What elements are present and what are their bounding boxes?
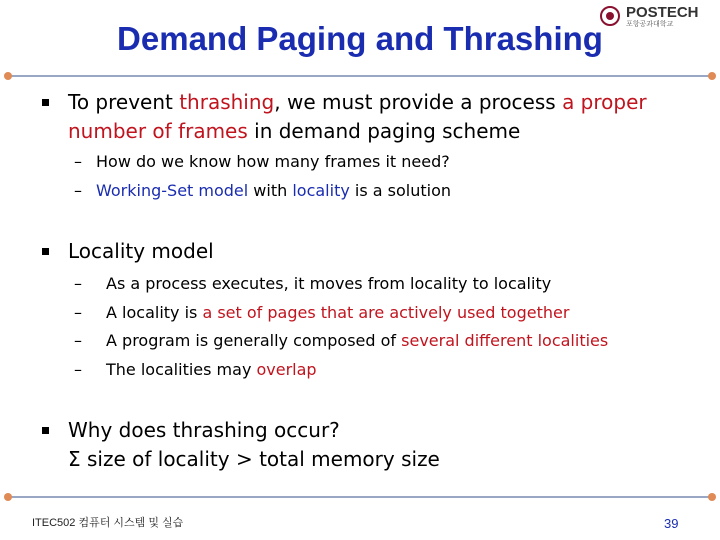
page-number: 39 <box>664 516 679 531</box>
dash-icon: – <box>74 331 82 350</box>
dash-icon: – <box>74 152 82 171</box>
bullet-line-2: number of frames in demand paging scheme <box>68 119 521 143</box>
divider-dot-icon <box>708 493 716 501</box>
bottom-divider <box>8 496 712 498</box>
sub-item-working-set: – Working-Set model with locality is a solution <box>74 181 452 200</box>
dash-icon: – <box>74 274 82 293</box>
locality-item-4: – The localities may overlap <box>74 360 317 379</box>
locality-item-3: – A program is generally composed of several different localities <box>74 331 609 350</box>
bullet-line-1: To prevent thrashing, we must provide a process a proper <box>68 90 647 114</box>
logo-name: POSTECH <box>626 4 699 21</box>
postech-emblem-icon <box>600 6 620 26</box>
dash-icon: – <box>74 360 82 379</box>
square-bullet-icon <box>42 99 49 106</box>
locality-item-1: – As a process executes, it moves from locality to locality <box>74 274 552 293</box>
dash-icon: – <box>74 303 82 322</box>
logo-subtitle: 포항공과대학교 <box>626 21 674 28</box>
divider-dot-icon <box>4 493 12 501</box>
divider-dot-icon <box>708 72 716 80</box>
bullet-locality-model <box>44 237 214 266</box>
sub-item-frames-question: – How do we know how many frames it need? <box>74 152 450 171</box>
square-bullet-icon <box>42 427 49 434</box>
slide-title: Demand Paging and Thrashing <box>117 20 603 57</box>
top-divider <box>8 75 712 77</box>
bullet-why-thrashing <box>44 416 440 474</box>
bullet-heading: Locality model <box>68 239 214 263</box>
dash-icon: – <box>74 181 82 200</box>
locality-item-2: – A locality is a set of pages that are actively used together <box>74 303 570 322</box>
formula-line: Σ size of locality > total memory size <box>68 447 440 471</box>
square-bullet-icon <box>42 248 49 255</box>
footer-course: ITEC502 컴퓨터 시스템 및 실습 <box>32 517 184 529</box>
divider-dot-icon <box>4 72 12 80</box>
bullet-heading: Why does thrashing occur? <box>68 418 340 442</box>
bullet-prevent-thrashing <box>44 88 647 146</box>
postech-logo <box>600 4 700 28</box>
